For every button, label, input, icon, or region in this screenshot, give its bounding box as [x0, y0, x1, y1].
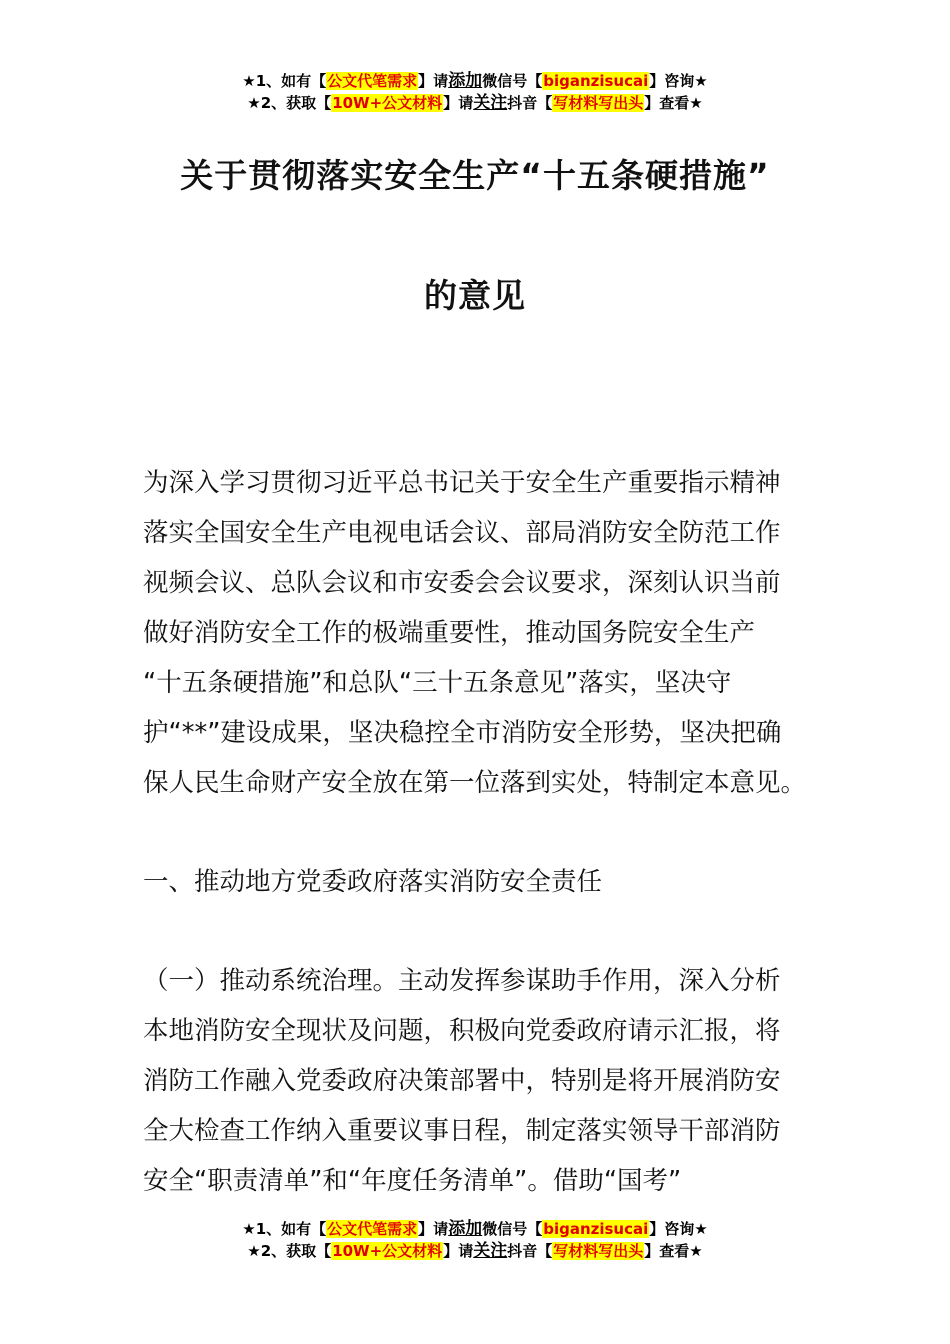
promo-text: 】咨询★: [649, 72, 708, 90]
section-heading-1: 一、推动地方党委政府落实消防安全责任: [143, 867, 603, 897]
paragraph-line: 为深入学习贯彻习近平总书记关于安全生产重要指示精神: [143, 468, 781, 498]
promo-emphasis: 添加: [448, 71, 483, 91]
document-title-line-2: 的意见: [424, 276, 526, 315]
paragraph-line: （一）推动系统治理。主动发挥参谋助手作用，深入分析: [143, 966, 781, 996]
promo-text: 】请: [443, 94, 474, 112]
promo-text: 】请: [418, 1220, 449, 1238]
paragraph-line: 安全“职责清单”和“年度任务清单”。借助“国考”: [143, 1166, 682, 1196]
paragraph-line: 护“**”建设成果，坚决稳控全市消防安全形势，坚决把确: [143, 718, 782, 748]
promo-douyin-account: 写材料写出头: [553, 94, 644, 112]
paragraph-line: 做好消防安全工作的极端重要性，推动国务院安全生产: [143, 618, 756, 648]
promo-wechat-id: biganzisucai: [543, 72, 649, 90]
promo-text: 】查看★: [644, 94, 703, 112]
section-1-paragraph: [143, 956, 808, 1206]
paragraph-line: 全大检查工作纳入重要议事日程，制定落实领导干部消防: [143, 1116, 781, 1146]
promo-wechat-id: biganzisucai: [543, 1220, 649, 1238]
promo-text: 抖音【: [507, 94, 553, 112]
promo-text: ★1、如有【: [242, 1220, 327, 1238]
promo-text: 】查看★: [644, 1242, 703, 1260]
paragraph-line: 视频会议、总队会议和市安委会会议要求，深刻认识当前: [143, 568, 781, 598]
paragraph-line: 消防工作融入党委政府决策部署中，特别是将开展消防安: [143, 1066, 781, 1096]
promo-text: ★1、如有【: [242, 72, 327, 90]
promo-emphasis: 添加: [448, 1219, 483, 1239]
promo-line-1: [0, 70, 950, 92]
promo-text: 】请: [443, 1242, 474, 1260]
promo-line-2: [0, 1240, 950, 1262]
promo-line-2: [0, 92, 950, 114]
intro-paragraph: [143, 458, 808, 808]
promo-emphasis: 关注: [473, 93, 508, 113]
promo-text: 】请: [418, 72, 449, 90]
promo-text: ★2、获取【: [247, 1242, 332, 1260]
promo-douyin-account: 写材料写出头: [553, 1242, 644, 1260]
promo-text: 】咨询★: [649, 1220, 708, 1238]
promo-banner-top: [0, 70, 950, 114]
promo-highlight: 10W+公文材料: [332, 94, 443, 112]
promo-line-1: [0, 1218, 950, 1240]
promo-banner-bottom: [0, 1218, 950, 1262]
promo-highlight: 公文代笔需求: [327, 72, 418, 90]
promo-text: ★2、获取【: [247, 94, 332, 112]
paragraph-line: 保人民生命财产安全放在第一位落到实处，特制定本意见。: [143, 768, 807, 798]
paragraph-line: “十五条硬措施”和总队“三十五条意见”落实，坚决守: [143, 668, 732, 698]
paragraph-line: 本地消防安全现状及问题，积极向党委政府请示汇报，将: [143, 1016, 781, 1046]
promo-emphasis: 关注: [473, 1241, 508, 1261]
document-title-line-1: 关于贯彻落实安全生产“十五条硬措施”: [180, 156, 770, 195]
promo-highlight: 公文代笔需求: [327, 1220, 418, 1238]
promo-highlight: 10W+公文材料: [332, 1242, 443, 1260]
promo-text: 微信号【: [482, 72, 543, 90]
promo-text: 微信号【: [482, 1220, 543, 1238]
paragraph-line: 落实全国安全生产电视电话会议、部局消防安全防范工作: [143, 518, 781, 548]
promo-text: 抖音【: [507, 1242, 553, 1260]
